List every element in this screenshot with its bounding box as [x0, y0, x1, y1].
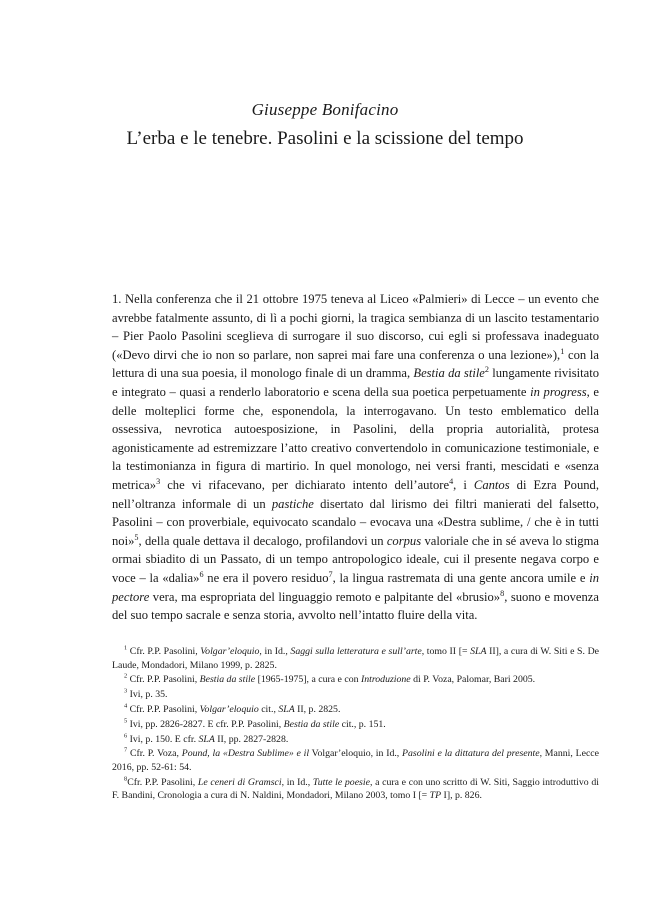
- footnote-number: 3: [124, 687, 128, 695]
- text-run: ne era il povero residuo: [203, 570, 329, 585]
- footnote-3: [112, 688, 599, 702]
- text-run: con la lettura di una sua poesia, il monologo finale di un dramma,: [112, 347, 600, 381]
- footnote-ref-4[interactable]: 4: [449, 476, 454, 486]
- italic-run: Cantos: [473, 477, 510, 492]
- italic-run: Introduzione: [360, 674, 411, 686]
- chapter-author: Giuseppe Bonifacino: [251, 100, 399, 119]
- italic-run: Bestia da stile: [413, 366, 485, 381]
- italic-run: Pasolini e la dittatura del presente: [402, 748, 540, 760]
- italic-run: Tutte le poesie: [312, 776, 370, 788]
- text-run: , a cura e con uno scritto di W. Siti, Saggio introduttivo di F. Bandini, Cronologia a cura di N. Naldini, Mondadori, Milano 2003, tomo I [=: [112, 776, 599, 802]
- text-run: II, p. 2825.: [294, 703, 341, 715]
- text-run: di Ezra Pound, nell’oltranza informale di un: [112, 477, 599, 511]
- text-run: II, pp. 2827-2828.: [214, 733, 289, 745]
- italic-run: in pectore: [112, 570, 599, 604]
- footnote-ref-7[interactable]: 7: [328, 569, 333, 579]
- text-run: , della quale dettava il decalogo, profilandovi un: [138, 533, 387, 548]
- footnote-number: 1: [124, 644, 128, 652]
- footnote-ref-6[interactable]: 6: [199, 569, 204, 579]
- italic-run: Bestia da stile: [199, 674, 256, 686]
- italic-run: TP: [429, 790, 442, 802]
- text-run: I], p. 826.: [441, 790, 482, 802]
- italic-run: Saggi sulla letteratura e sull’arte: [290, 646, 422, 657]
- italic-run: Volgar’eloquio: [200, 646, 260, 657]
- text-run: , suono e movenza del suo tempo sacrale e senza storia, avvolto nell’intatto fluire della vita.: [112, 589, 599, 623]
- text-run: , Manni, Lecce 2016, pp. 52-61: 54.: [112, 748, 599, 773]
- paragraph-1: [112, 290, 599, 625]
- footnote-8: [112, 776, 599, 803]
- text-run: cit.,: [258, 703, 279, 715]
- footnote-6: [112, 733, 599, 747]
- text-run: cit., p. 151.: [339, 718, 386, 730]
- footnote-number: 8: [124, 775, 128, 783]
- text-run: Ivi, p. 150. E cfr.: [127, 733, 199, 745]
- footnote-number: 6: [124, 732, 128, 740]
- text-run: Cfr. P. Voza,: [127, 748, 182, 760]
- footnotes: [112, 645, 599, 804]
- footnote-ref-5[interactable]: 5: [134, 532, 139, 542]
- footnote-2: [112, 673, 599, 687]
- text-run: che vi rifacevano, per dichiarato intento dell’autore: [160, 477, 450, 492]
- italic-run: SLA: [278, 703, 295, 715]
- text-run: , in Id.,: [259, 646, 291, 657]
- text-run: Cfr. P.P. Pasolini,: [127, 646, 201, 657]
- text-run: Cfr. P.P. Pasolini,: [127, 674, 200, 686]
- text-run: , e delle molteplici forme che, esponendola, la interrogavano. Un testo emblematico della ossessiva, nevrotica autoesposizione, in Pasolini, della propria autorialità, protesa agonisticamente ad estremizzare l’atto creativo convertendolo in comunicazione testimoniale, e la testimonianza in figura di martirio. In quel monologo, nei versi franti, mescidati e «senza metrica»: [112, 384, 600, 492]
- italic-run: SLA: [470, 646, 487, 657]
- italic-run: SLA: [198, 733, 215, 745]
- italic-run: Le ceneri di Gramsci: [197, 776, 282, 788]
- italic-run: corpus: [386, 533, 422, 548]
- italic-run: Volgar’eloquio: [199, 703, 259, 715]
- text-run: , tomo II [=: [421, 646, 471, 657]
- footnote-number: 5: [124, 717, 128, 725]
- footnote-ref-1[interactable]: 1: [560, 346, 565, 356]
- text-run: Ivi, p. 35.: [127, 689, 168, 701]
- text-run: Volgar’eloquio, in Id.,: [309, 748, 403, 760]
- footnote-ref-2[interactable]: 2: [484, 365, 489, 375]
- text-run: Ivi, pp. 2826-2827. E cfr. P.P. Pasolini,: [127, 718, 284, 730]
- text-run: [1965-1975], a cura e con: [255, 674, 361, 686]
- body-text: [112, 290, 599, 625]
- footnote-number: 4: [124, 702, 128, 710]
- text-run: II], a cura di W. Siti e S. De Laude, Mondadori, Milano 1999, p. 2825.: [112, 646, 599, 671]
- footnote-ref-3[interactable]: 3: [156, 476, 161, 486]
- text-run: , la lingua rastremata di una gente ancora umile e: [332, 570, 590, 585]
- text-run: di P. Voza, Palomar, Bari 2005.: [410, 674, 536, 686]
- text-run: , i: [453, 477, 474, 492]
- footnote-7: [112, 747, 599, 774]
- italic-run: Pound, la «Destra Sublime» e il: [181, 748, 310, 760]
- italic-run: in progress: [530, 384, 587, 399]
- footnote-ref-8[interactable]: 8: [500, 588, 505, 598]
- text-run: valoriale che in sé aveva lo stigma ormai sbiadito di un Passato, di un tempo antropologico ideale, cui il presente negava corpo e voce – la «dalia»: [112, 533, 599, 585]
- footnote-1: [112, 645, 599, 672]
- text-run: lungamente rivisitato e integrato – quasi a renderlo laboratorio e scena della sua poetica perpetuamente: [112, 366, 599, 399]
- italic-run: pastiche: [271, 496, 314, 511]
- text-run: 1. Nella conferenza che il 21 ottobre 1975 teneva al Liceo «Palmieri» di Lecce – un evento che avrebbe fatalmente assunto, di lì a pochi giorni, la tragica sembianza di un lascito testamentario – Pier Paolo Pasolini sceglieva di surrogare il suo discorso, cui egli si professava inadeguato («Devo dirvi che io non so parlare, non saprei mai fare una conferenza o una lezione»),: [112, 292, 599, 362]
- footnote-number: 2: [124, 673, 128, 681]
- chapter-title: L’erba e le tenebre. Pasolini e la scissione del tempo: [126, 128, 524, 149]
- text-run: , in Id.,: [281, 776, 313, 788]
- italic-run: Bestia da stile: [283, 718, 340, 730]
- text-run: Cfr. P.P. Pasolini,: [127, 703, 200, 715]
- footnote-5: [112, 718, 599, 732]
- footnote-number: 7: [124, 747, 128, 755]
- text-run: disertato dal lirismo dei filtri manierati del falsetto, Pasolini – con proverbiale, equivocato scandalo – evocava una «Destra sublime, / che è in tutti noi»: [112, 496, 599, 548]
- footnote-4: [112, 703, 599, 717]
- text-run: vera, ma espropriata del linguaggio remoto e palpitante del «brusio»: [149, 589, 501, 604]
- text-run: Cfr. P.P. Pasolini,: [127, 776, 198, 788]
